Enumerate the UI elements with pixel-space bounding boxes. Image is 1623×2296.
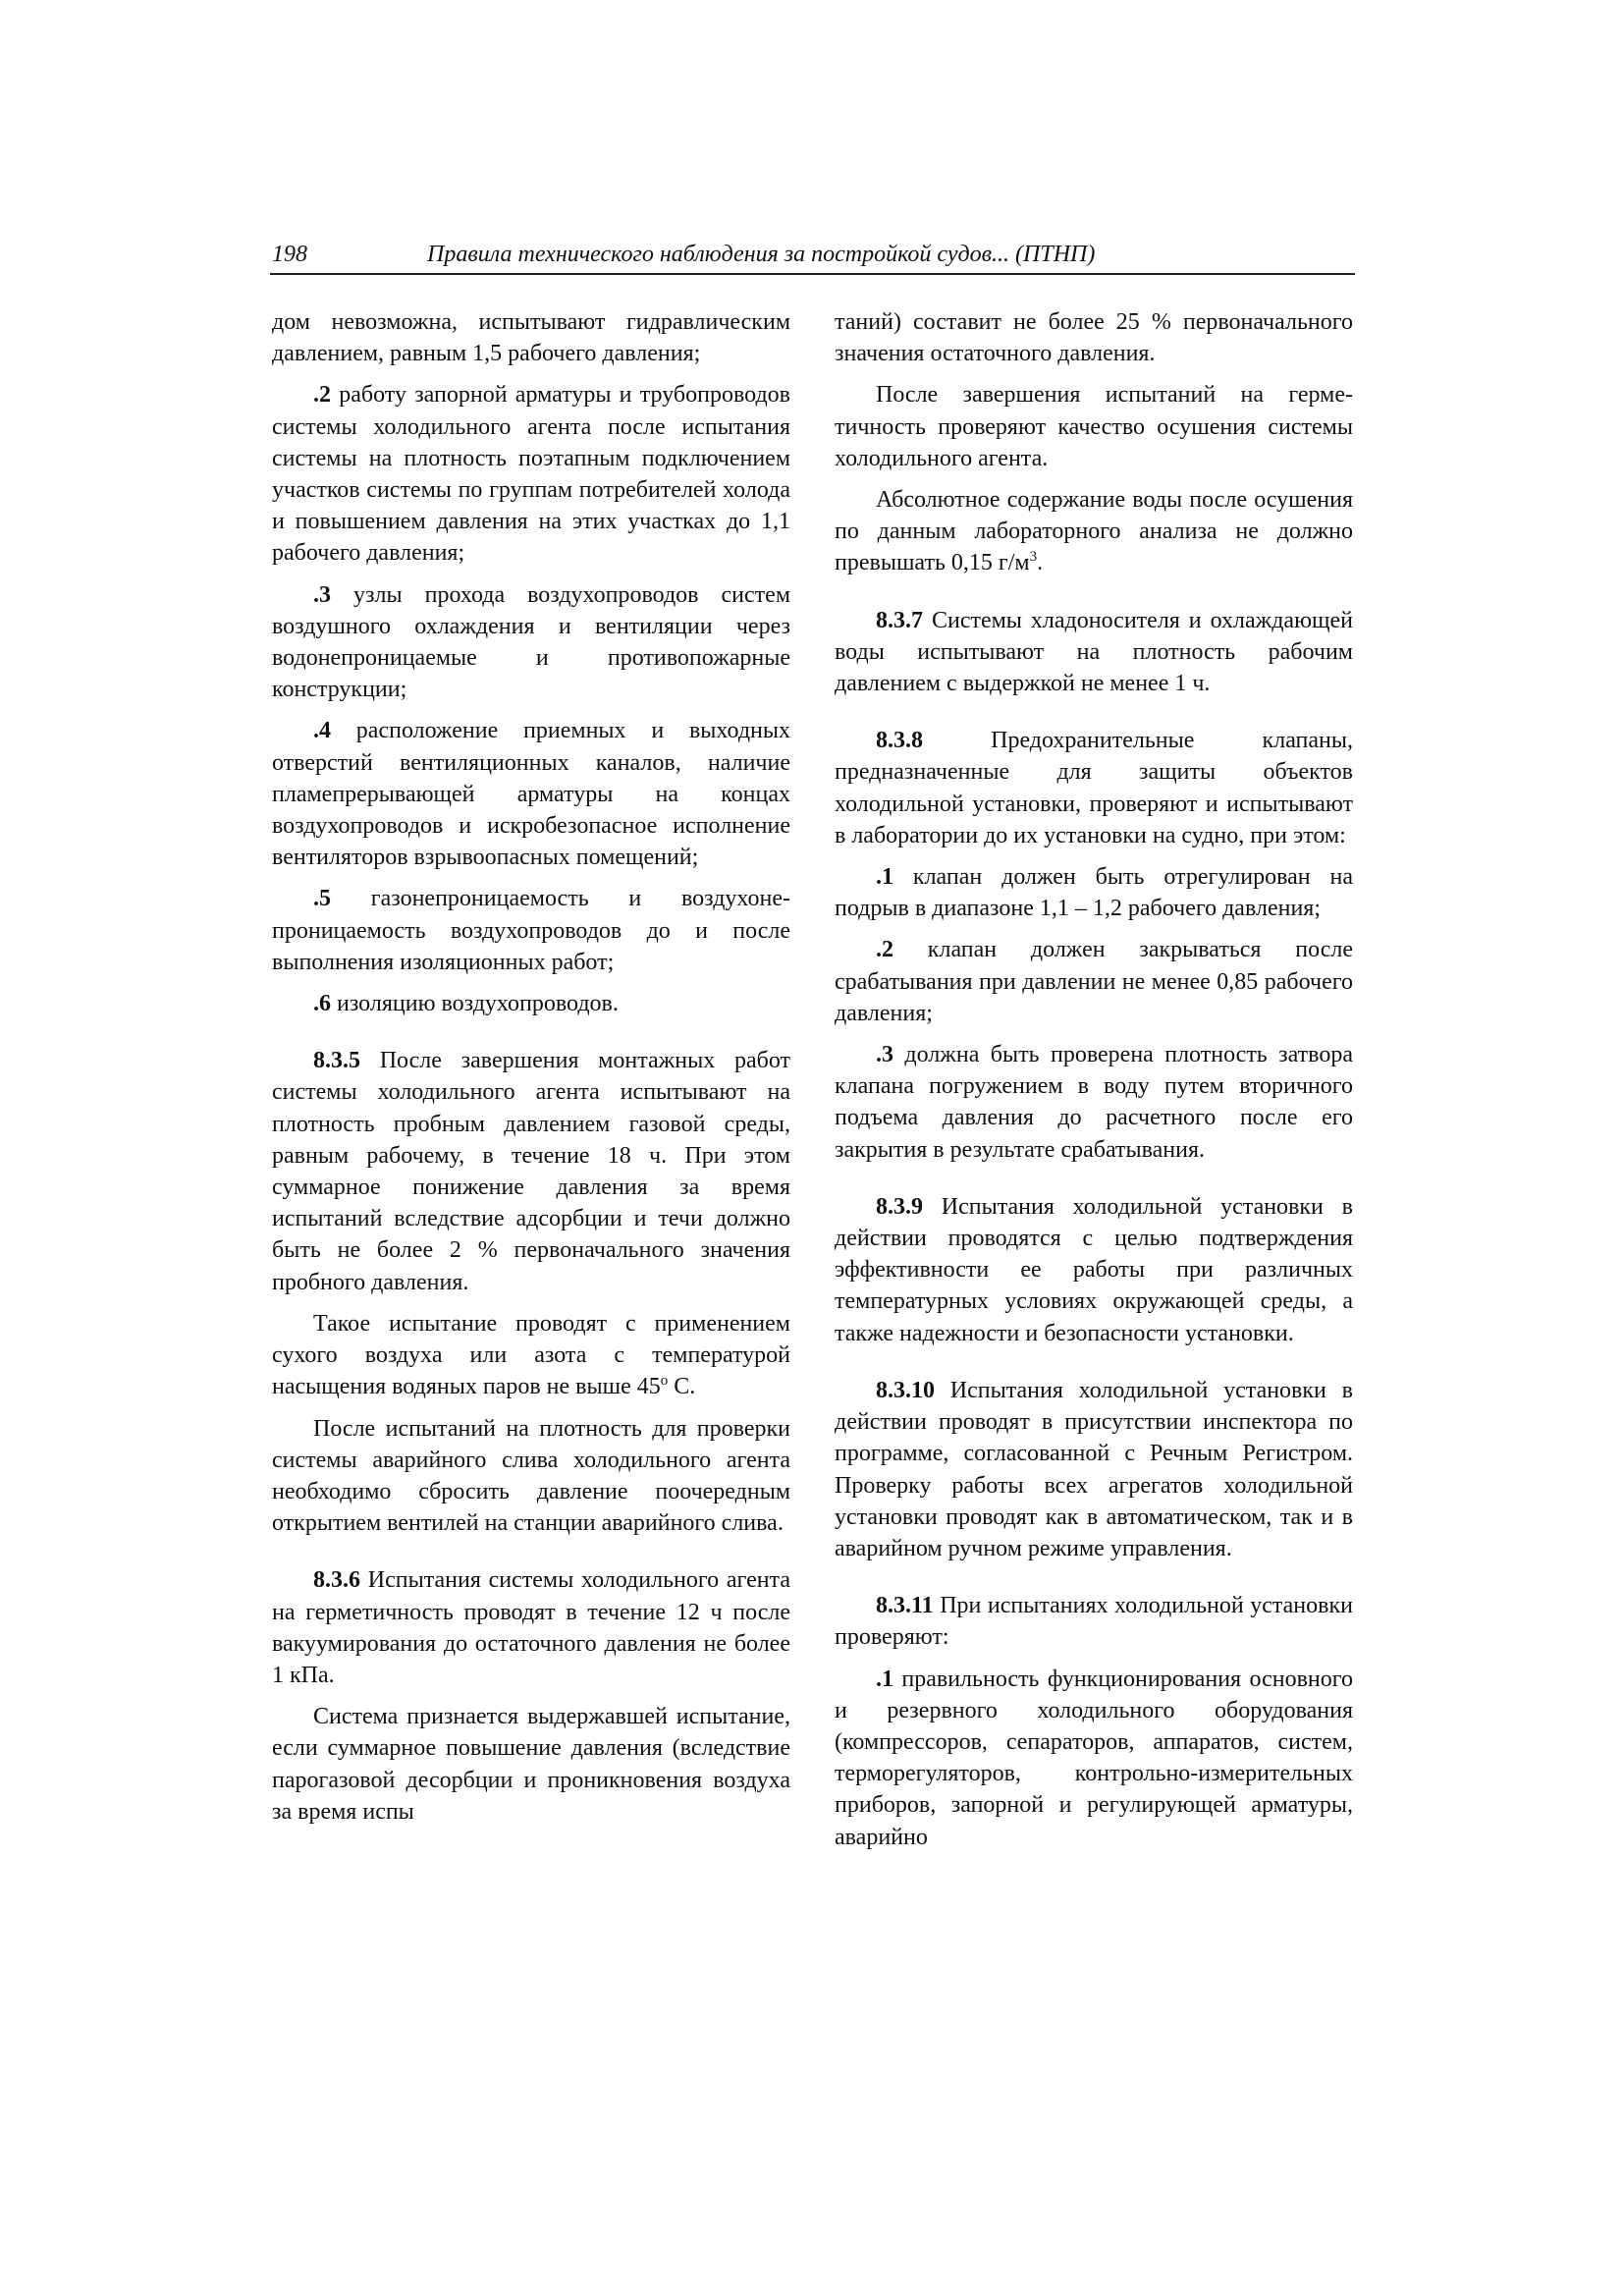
paragraph-text: таний) составит не более 25 % первоначального значения остаточного давления.	[835, 309, 1353, 367]
section-8-3-11	[835, 1590, 1353, 1653]
section-8-3-10	[835, 1375, 1353, 1564]
paragraph-text: дом невозможна, испытывают гидравлическим давлением, равным 1,5 рабочего давления;	[272, 309, 790, 367]
paragraph-text: После испытаний на плотность для проверки системы аварийного слива холодильного агента необходимо сбросить давление поочередным открытием вентилей на станции аварийного слива.	[272, 1415, 790, 1537]
item-number: .6	[313, 991, 331, 1017]
item-text: газонепроницаемость и воздухонепроницаемость воздухопроводов до и после выполнения изоляционных работ;	[272, 886, 790, 975]
section-text: Испытания системы холодильного агента на герметичность проводят в течение 12 ч после вакуумирования до остаточного давления не более 1 кПа.	[272, 1567, 790, 1688]
item-text: клапан должен быть отрегулирован на подрыв в диапазоне 1,1 – 1,2 рабочего давления;	[835, 864, 1353, 922]
degree-superscript: o	[660, 1373, 669, 1390]
list-item-3	[272, 579, 790, 706]
section-number: 8.3.10	[876, 1377, 935, 1403]
paragraph-text-tail: .	[1037, 550, 1044, 576]
paragraph-continuation	[272, 306, 790, 369]
section-text: Испытания холодильной установки в действии проводят в присутствии инспектора по программе, согласованной с Речным Регистром. Проверку работы всех агрегатов холодильной установки проводят как в автоматическом, так и в аварийном ручном режиме управления.	[835, 1377, 1353, 1561]
item-text: клапан должен закрываться после срабатывания при давлении не менее 0,85 рабочего давления;	[835, 937, 1353, 1026]
item-number: .2	[876, 937, 893, 963]
paragraph-drying	[272, 1308, 790, 1403]
section-8-3-5	[272, 1045, 790, 1298]
section-text: После завершения монтажных работ системы холодильного агента испытывают на плотность пробным давлением газовой среды, равным рабочему, в течение 18 ч. При этом суммарное понижение давления за время испытаний вследствие адсорбции и течи должно быть не более 2 % первоначального значения пробного давления.	[272, 1048, 790, 1295]
paragraph-emergency-drain	[272, 1413, 790, 1540]
section-8-3-9	[835, 1191, 1353, 1349]
paragraph-continuation	[835, 306, 1353, 369]
item-number: .3	[313, 581, 331, 608]
item-text: расположение приемных и выходных отверстий вентиляционных каналов, наличие пламепрерывающей арматуры на концах воздухопроводов и искробезопасное исполнение вентиляторов взрывоопасных помещений;	[272, 718, 790, 871]
item-number: .1	[876, 864, 893, 891]
item-text: узлы прохода воздухопроводов систем воздушного охлаждения и вентиляции через водонепроницаемые и противопожарные конструкции;	[272, 581, 790, 703]
section-text: Предохранительные клапаны, предназначенные для защиты объектов холодильной установки, проверяют и испытывают в лаборатории до их установки на судно, при этом:	[835, 728, 1353, 848]
list-item-2	[272, 379, 790, 569]
cubic-superscript: 3	[1029, 549, 1038, 566]
list-item-3	[835, 1039, 1353, 1166]
section-number: 8.3.9	[876, 1193, 923, 1220]
section-text: При испытаниях холодильной установки проверяют:	[835, 1593, 1353, 1651]
item-text: изоляцию воздухопроводов.	[331, 991, 619, 1017]
left-column	[272, 306, 790, 1828]
section-text: Системы хладоносителя и охлаждающей воды испытывают на плотность рабочим давлением с выдержкой не менее 1 ч.	[835, 607, 1353, 697]
right-column	[835, 306, 1353, 1853]
paragraph-text: Такое испытание проводят с применением сухого воздуха или азота с температурой насыщения водяных паров не выше 45	[272, 1310, 790, 1400]
running-header	[270, 240, 1355, 275]
section-8-3-7	[835, 605, 1353, 700]
paragraph-after-tests	[835, 379, 1353, 474]
paragraph-text: Система признается выдержавшей испытание, если суммарное повышение давления (вследствие парогазовой десорбции и проникновения воздуха за время испы	[272, 1704, 790, 1825]
item-number: .1	[876, 1666, 893, 1692]
list-item-1	[835, 861, 1353, 924]
section-number: 8.3.7	[876, 607, 923, 633]
item-text: работу запорной арматуры и трубопроводов системы холодильного агента после испытания системы на плотность поэтапным подключением участков системы по группам потребителей холода и повышением давления на этих участках до 1,1 рабочего давления;	[272, 382, 790, 567]
paragraph-text: После завершения испытаний на герметичность проверяют качество осушения системы холодильного агента.	[835, 382, 1353, 471]
item-number: .2	[313, 382, 331, 409]
section-number: 8.3.11	[876, 1593, 934, 1619]
section-8-3-6	[272, 1564, 790, 1691]
running-title: Правила технического наблюдения за постройкой судов... (ПТНП)	[427, 242, 1096, 267]
section-number: 8.3.6	[313, 1567, 360, 1594]
paragraph-text: Абсолютное содержание воды после осушения по данным лабораторного анализа не должно превышать 0,15 г/м	[835, 487, 1353, 576]
section-number: 8.3.8	[876, 728, 923, 754]
paragraph-text-tail: С.	[668, 1374, 696, 1400]
item-number: .3	[876, 1042, 893, 1068]
paragraph-water-content	[835, 484, 1353, 579]
list-item-6	[272, 988, 790, 1019]
item-number: .4	[313, 718, 331, 744]
list-item-2	[835, 934, 1353, 1029]
section-number: 8.3.5	[313, 1048, 360, 1074]
section-8-3-8	[835, 725, 1353, 851]
list-item-4	[272, 715, 790, 873]
item-text: правильность функционирования основного и резервного холодильного оборудования (компрессоров, сепараторов, аппаратов, систем, терморегуляторов, контрольно-измерительных приборов, запорной и регулирующей арматуры, аварийно	[835, 1666, 1353, 1850]
page-number: 198	[272, 242, 307, 267]
item-number: .5	[313, 886, 331, 912]
paragraph-system-accepted	[272, 1701, 790, 1828]
list-item-5	[272, 883, 790, 978]
item-text: должна быть проверена плотность затвора клапана погружением в воду путем вторичного подъема давления до расчетного после его закрытия в результате срабатывания.	[835, 1042, 1353, 1163]
section-text: Испытания холодильной установки в действии проводятся с целью подтверждения эффективности ее работы при различных температурных условиях окружающей среды, а также надежности и безопасности установки.	[835, 1193, 1353, 1346]
list-item-1	[835, 1664, 1353, 1853]
